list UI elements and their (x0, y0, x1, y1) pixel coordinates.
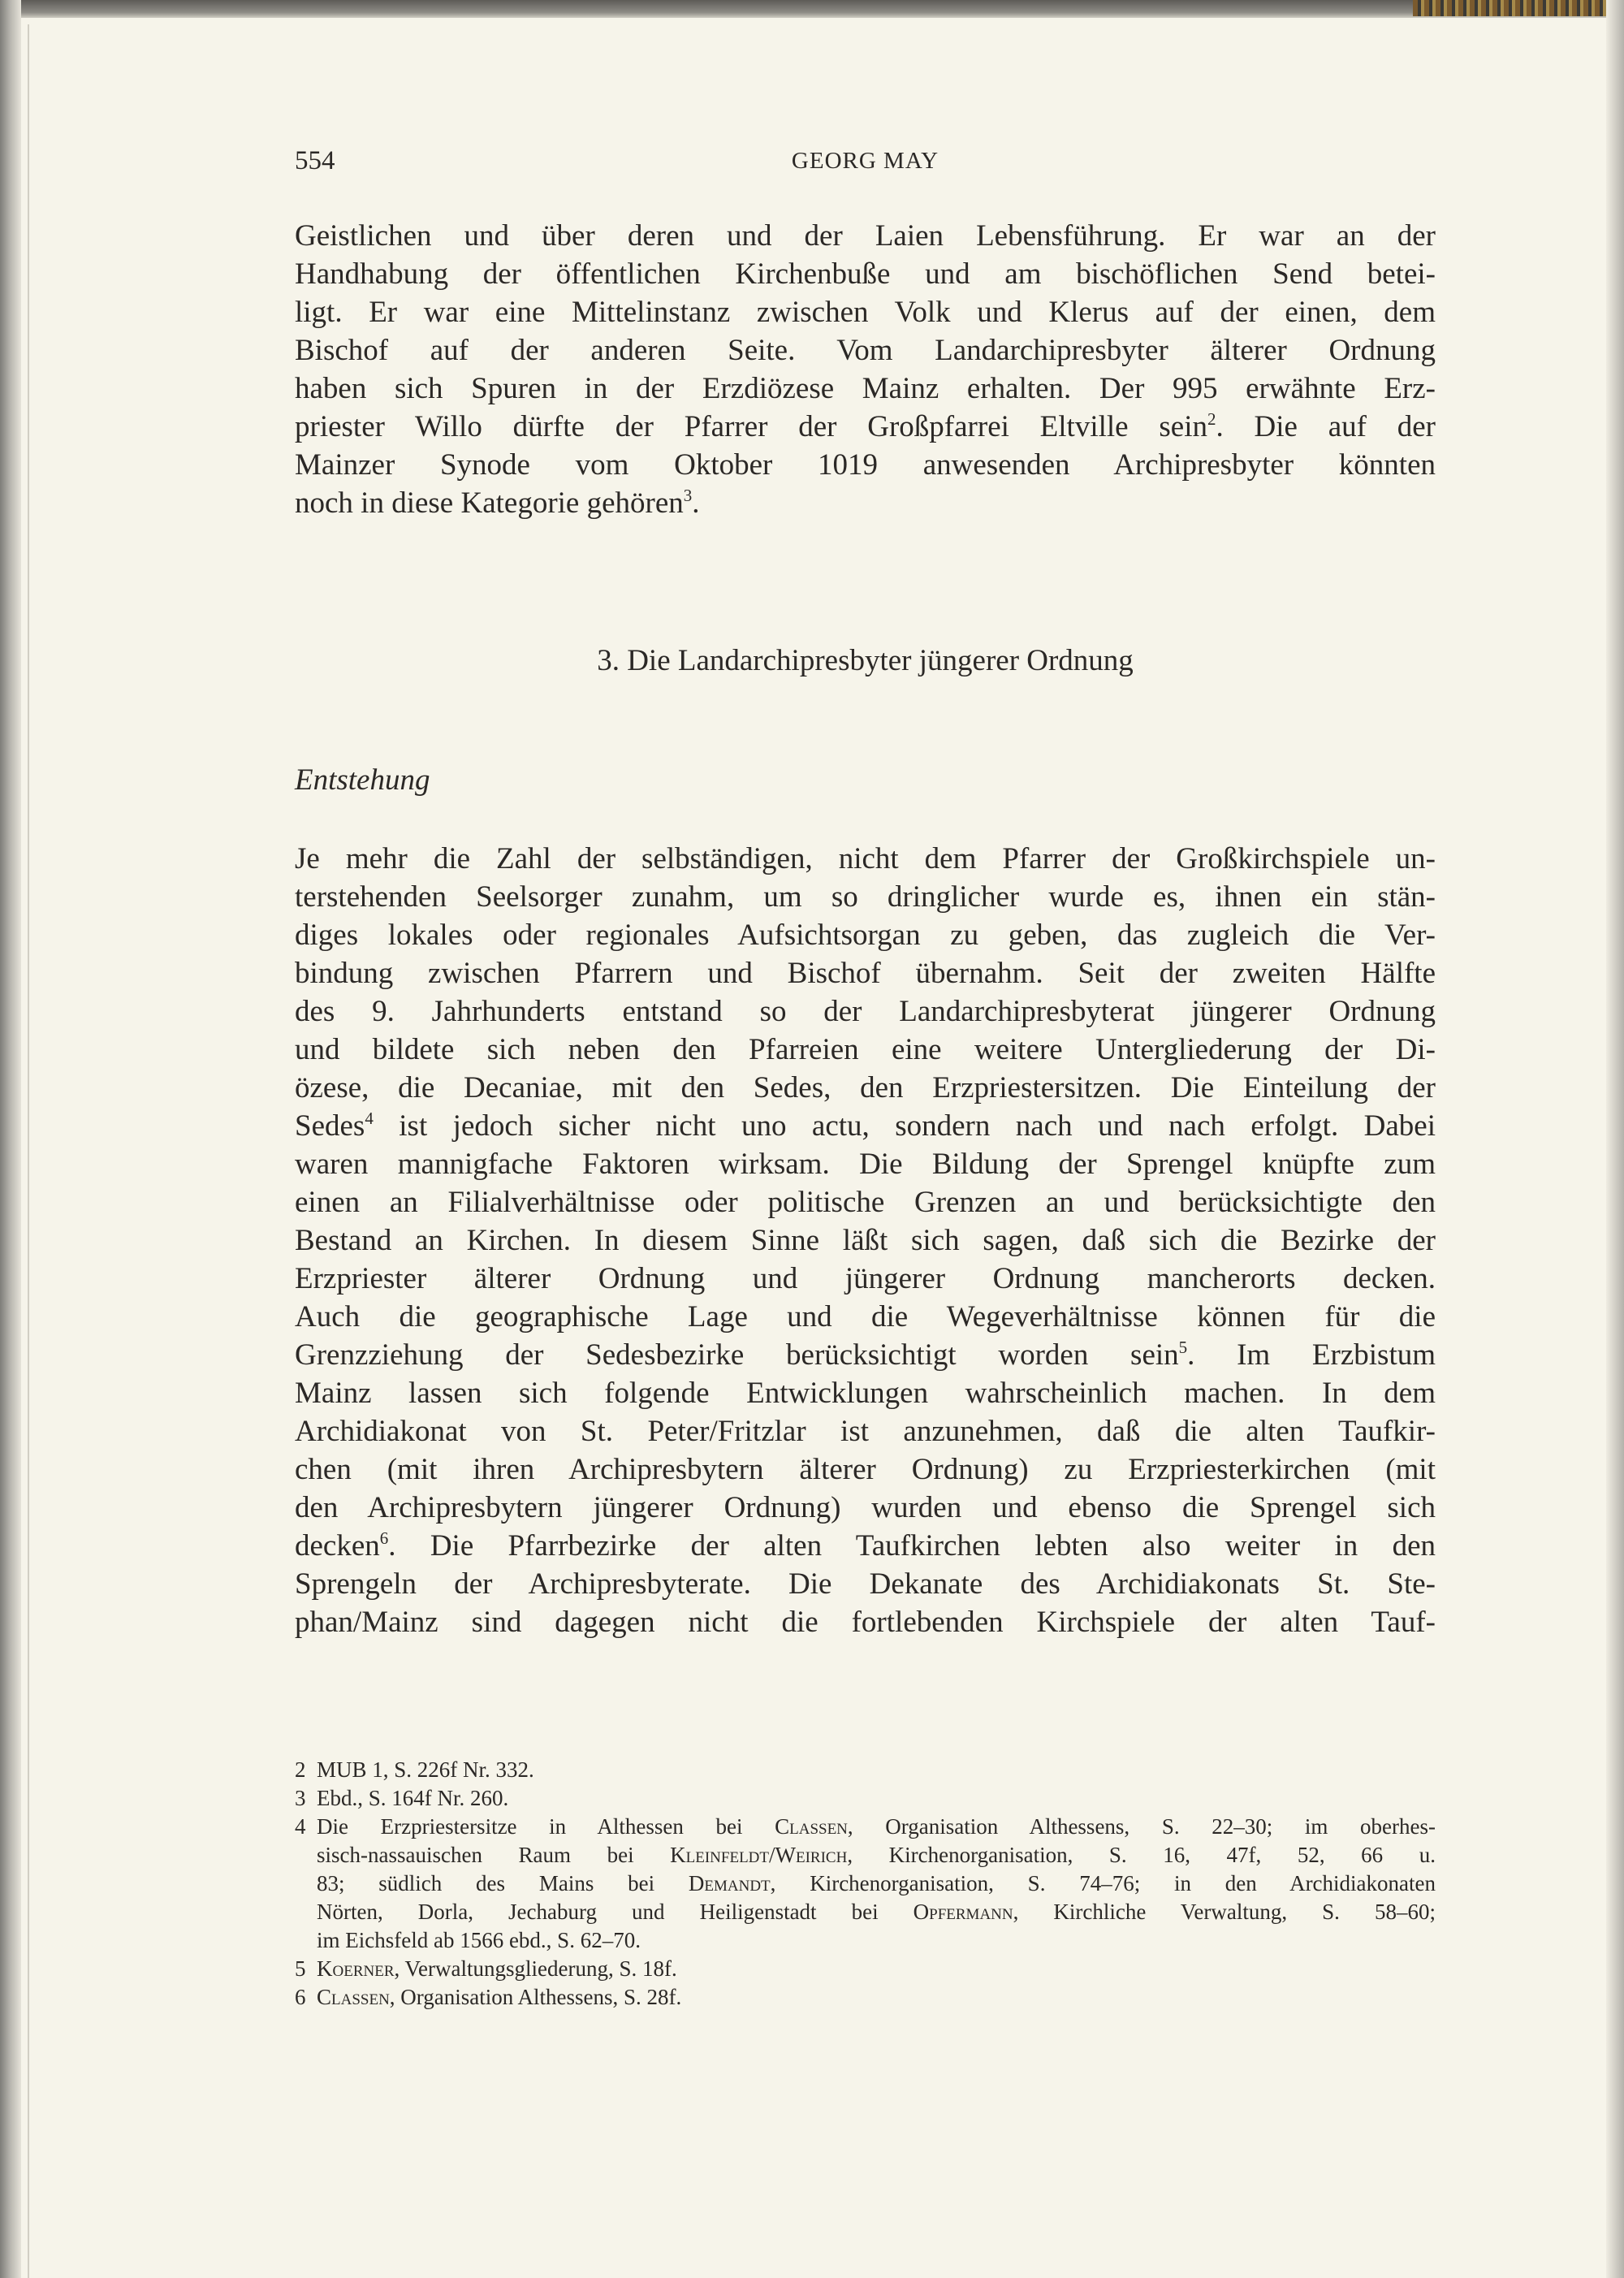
text-run: im Eichsfeld ab 1566 ebd., S. 62–70. (317, 1928, 641, 1952)
text-line (295, 293, 1436, 331)
text-run: ligt. Er war eine Mittelinstanz zwischen Volk und Klerus auf der einen, dem (295, 296, 1436, 329)
paragraph-1 (295, 217, 1436, 522)
author-name: Koerner (317, 1956, 395, 1981)
text-run: Geistlichen und über deren und der Laien Lebensführung. Er war an der (295, 219, 1436, 253)
text-run: ist jedoch sicher nicht uno actu, sondern nach und nach erfolgt. Dabei (373, 1109, 1436, 1143)
author-name: Opfermann (913, 1900, 1013, 1924)
footnote-marker[interactable]: 4 (365, 1109, 374, 1128)
text-run: . Die Pfarrbezirke der alten Taufkirchen lebten also weiter in den (388, 1529, 1436, 1563)
text-run: chen (mit ihren Archipresbytern älterer Ordnung) zu Erzpriesterkirchen (mit (295, 1453, 1436, 1486)
text-run: decken (295, 1529, 380, 1563)
footnote-line (295, 1926, 1436, 1955)
text-line (295, 1069, 1436, 1107)
text-run: , Kirchenorganisation, S. 74–76; in den Archidiakonaten (770, 1871, 1436, 1895)
text-run: Sedes (295, 1109, 365, 1143)
text-run: , Organisation Althessens, S. 28f. (389, 1985, 682, 2009)
text-run: . Die auf der (1216, 410, 1436, 443)
text-run: des 9. Jahrhunderts entstand so der Landarchipresbyterat jüngerer Ordnung (295, 995, 1436, 1028)
text-run: , Organisation Althessens, S. 22–30; im oberhes- (847, 1814, 1436, 1839)
text-line (295, 217, 1436, 255)
text-run: . Im Erzbistum (1187, 1338, 1436, 1372)
text-line (295, 331, 1436, 370)
page-right-shadow (1606, 0, 1624, 2278)
footnote-text (317, 1813, 1436, 1841)
page-left-edge (0, 0, 21, 2278)
footnote-text (317, 1985, 681, 2009)
author-name: Classen (317, 1985, 390, 2009)
footnote-text (317, 1870, 1436, 1898)
text-run: Erzpriester älterer Ordnung und jüngerer Ordnung mancherorts decken. (295, 1262, 1436, 1295)
page-number: 554 (295, 146, 335, 175)
footnote-text (317, 1898, 1436, 1926)
text-run: terstehenden Seelsorger zunahm, um so dringlicher wurde es, ihnen ein stän- (295, 880, 1436, 914)
footnote-marker[interactable]: 3 (683, 486, 693, 505)
text-run: Bestand an Kirchen. In diesem Sinne läßt sich sagen, daß sich die Bezirke der (295, 1224, 1436, 1257)
text-run: Bischof auf der anderen Seite. Vom Landarchipresbyter älterer Ordnung (295, 334, 1436, 367)
text-run: Auch die geographische Lage und die Wegeverhältnisse können für die (295, 1300, 1436, 1334)
text-line (295, 1450, 1436, 1489)
text-run: özese, die Decaniae, mit den Sedes, den Erzpriestersitzen. Die Einteilung der (295, 1071, 1436, 1104)
footnote-line (295, 1841, 1436, 1870)
text-line (295, 954, 1436, 992)
footnote-number: 4 (295, 1814, 306, 1839)
author-name: Demandt (688, 1871, 771, 1895)
book-spine-band (1413, 0, 1624, 16)
author-name: Classen (775, 1814, 848, 1839)
footnote-line (295, 1784, 1436, 1813)
text-line (295, 878, 1436, 916)
text-run: Grenzziehung der Sedesbezirke berücksichtigt worden sein (295, 1338, 1179, 1372)
text-line (295, 1298, 1436, 1336)
text-run: Ebd., S. 164f Nr. 260. (317, 1786, 509, 1810)
text-line (295, 408, 1436, 446)
text-run: Mainzer Synode vom Oktober 1019 anwesenden Archipresbyter könnten (295, 448, 1436, 482)
text-line (295, 1183, 1436, 1221)
text-run: bindung zwischen Pfarrern und Bischof übernahm. Seit der zweiten Hälfte (295, 957, 1436, 990)
text-line (295, 446, 1436, 484)
text-line (295, 1031, 1436, 1069)
footnote-line (295, 1813, 1436, 1841)
footnote-number: 5 (295, 1956, 306, 1981)
text-run: phan/Mainz sind dagegen nicht die fortlebenden Kirchspiele der alten Tauf- (295, 1606, 1436, 1639)
text-run: 83; südlich des Mains bei (317, 1871, 689, 1895)
text-run: Die Erzpriestersitze in Althessen bei (317, 1814, 775, 1839)
footnote-line (295, 1898, 1436, 1926)
text-run: Mainz lassen sich folgende Entwicklungen wahrscheinlich machen. In dem (295, 1377, 1436, 1410)
text-line (295, 1527, 1436, 1565)
text-line (295, 1260, 1436, 1298)
text-run: priester Willo dürfte der Pfarrer der Großpfarrei Eltville sein (295, 410, 1207, 443)
footnote-number: 2 (295, 1757, 306, 1782)
text-line (295, 1412, 1436, 1450)
text-line (295, 1374, 1436, 1412)
text-run: , Kirchliche Verwaltung, S. 58–60; (1013, 1900, 1436, 1924)
footnote-text (317, 1757, 534, 1782)
text-run: Archidiakonat von St. Peter/Fritzlar ist anzunehmen, daß die alten Taufkir- (295, 1415, 1436, 1448)
text-line (295, 1565, 1436, 1603)
text-line (295, 1603, 1436, 1641)
text-run: , Verwaltungsgliederung, S. 18f. (394, 1956, 677, 1981)
text-line (295, 992, 1436, 1031)
text-run: , Kirchenorganisation, S. 16, 47f, 52, 66 u. (847, 1843, 1436, 1867)
text-run: einen an Filialverhältnisse oder politische Grenzen an und berücksichtigte den (295, 1186, 1436, 1219)
text-line (295, 1107, 1436, 1145)
book-top-edge (0, 0, 1624, 18)
text-line (295, 840, 1436, 878)
footnotes (295, 1756, 1436, 2012)
footnote-marker[interactable]: 5 (1178, 1338, 1188, 1357)
text-run: den Archipresbytern jüngerer Ordnung) wurden und ebenso die Sprengel sich (295, 1491, 1436, 1524)
text-line (295, 1145, 1436, 1183)
text-run: haben sich Spuren in der Erzdiözese Mainz erhalten. Der 995 erwähnte Erz- (295, 372, 1436, 405)
text-run: . (692, 486, 700, 520)
footnote-line (295, 1983, 1436, 2012)
footnote-line (295, 1870, 1436, 1898)
author-name: Kleinfeldt/Weirich (670, 1843, 848, 1867)
text-line (295, 370, 1436, 408)
footnote-line (295, 1955, 1436, 1983)
footnote-line (295, 1756, 1436, 1784)
text-run: diges lokales oder regionales Aufsichtsorgan zu geben, das zugleich die Ver- (295, 919, 1436, 952)
footnote-number: 3 (295, 1786, 306, 1810)
paragraph-2 (295, 840, 1436, 1641)
text-run: Sprengeln der Archipresbyterate. Die Dekanate des Archidiakonats St. Ste- (295, 1567, 1436, 1601)
footnote-text (317, 1956, 677, 1981)
text-line (295, 1336, 1436, 1374)
text-run: Handhabung der öffentlichen Kirchenbuße und am bischöflichen Send betei- (295, 257, 1436, 291)
text-line (295, 484, 1436, 522)
text-run: und bildete sich neben den Pfarreien eine weitere Untergliederung der Di- (295, 1033, 1436, 1066)
subheading: Entstehung (295, 763, 430, 797)
footnote-text (317, 1928, 641, 1952)
footnote-marker[interactable]: 2 (1207, 409, 1216, 429)
text-run: sisch-nassauischen Raum bei (317, 1843, 671, 1867)
text-line (295, 1221, 1436, 1260)
text-run: Je mehr die Zahl der selbständigen, nicht dem Pfarrer der Großkirchspiele un- (295, 842, 1436, 875)
section-heading: 3. Die Landarchipresbyter jüngerer Ordnung (597, 644, 1134, 677)
footnote-text (317, 1786, 508, 1810)
text-line (295, 1489, 1436, 1527)
text-line (295, 255, 1436, 293)
text-run: Nörten, Dorla, Jechaburg und Heiligenstadt bei (317, 1900, 914, 1924)
footnote-text (317, 1841, 1436, 1870)
footnote-marker[interactable]: 6 (379, 1528, 389, 1548)
text-run: MUB 1, S. 226f Nr. 332. (317, 1757, 534, 1782)
text-run: noch in diese Kategorie gehören (295, 486, 684, 520)
footnote-number: 6 (295, 1985, 306, 2009)
text-line (295, 916, 1436, 954)
text-run: waren mannigfache Faktoren wirksam. Die Bildung der Sprengel knüpfte zum (295, 1148, 1436, 1181)
running-header-author: GEORG MAY (791, 148, 939, 174)
running-header (295, 146, 1436, 184)
